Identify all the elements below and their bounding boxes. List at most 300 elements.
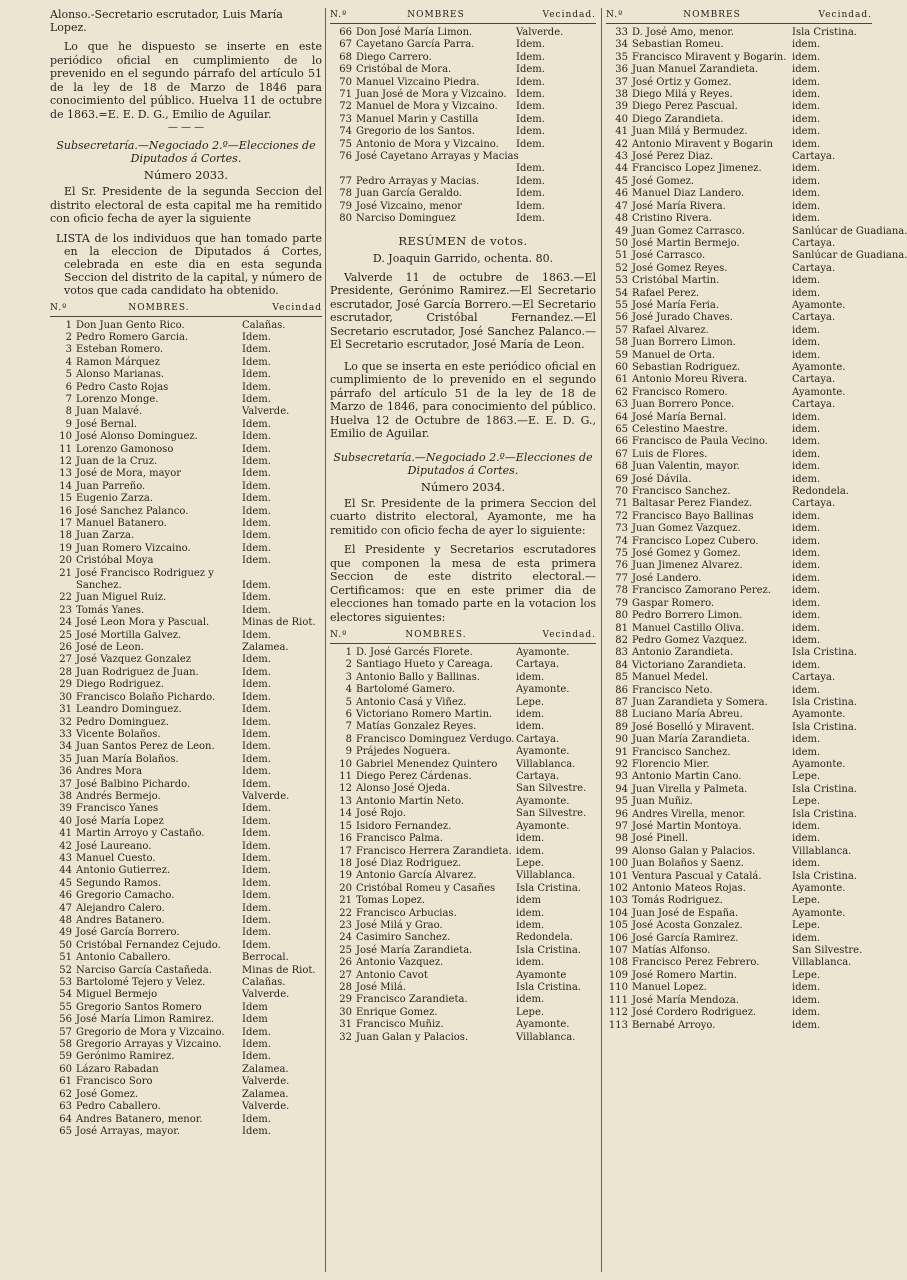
row-number: 40: [59, 815, 72, 827]
row-number: 5: [345, 696, 352, 708]
table-row: [330, 647, 596, 659]
row-number: 80: [339, 213, 352, 225]
row-number: 43: [615, 151, 628, 163]
row-vecindad: Lepe.: [792, 771, 821, 783]
row-name: Andrés Bermejo.: [76, 790, 161, 802]
row-name: José Francisco Rodriguez y: [76, 567, 214, 579]
row-name: José Pinell.: [632, 833, 689, 845]
table-row: [50, 692, 322, 704]
row-number: 42: [59, 840, 72, 852]
table-row: [330, 932, 596, 944]
row-number: 78: [339, 188, 352, 200]
document-number: Número 2033.: [143, 168, 229, 182]
row-number: 40: [615, 113, 628, 125]
row-vecindad: Cartaya.: [792, 312, 836, 324]
row-vecindad: San Silvestre.: [516, 783, 587, 795]
row-vecindad: Zalamea.: [242, 642, 289, 654]
row-name: Juan María Bolaños.: [76, 753, 179, 765]
row-vecindad: Idem.: [242, 418, 271, 430]
table-row: [50, 754, 322, 766]
row-number: 2: [345, 659, 352, 671]
table-row: [50, 592, 322, 604]
table-row: [606, 312, 872, 324]
row-vecindad: idem.: [792, 610, 821, 622]
row-number: 62: [615, 386, 628, 398]
table-row: [606, 449, 872, 461]
row-number: 3: [345, 671, 352, 683]
row-vecindad: Idem.: [516, 64, 545, 76]
row-vecindad: idem.: [792, 175, 821, 187]
row-name: Segundo Ramos.: [76, 877, 162, 889]
row-number: 14: [339, 808, 352, 820]
row-number: 18: [59, 530, 72, 542]
row-name: Luis de Flores.: [632, 448, 708, 460]
table-row: [50, 555, 322, 567]
row-vecindad: idem.: [792, 337, 821, 349]
row-number: 2: [65, 331, 72, 343]
table-row: [50, 841, 322, 853]
table-row: [606, 908, 872, 920]
row-vecindad: Minas de Riot.: [242, 964, 316, 976]
table-row: [50, 791, 322, 803]
row-vecindad: Cartaya.: [792, 374, 836, 386]
summary-line: D. Joaquin Garrido, ochenta. 80.: [372, 251, 554, 265]
row-vecindad: idem.: [792, 89, 821, 101]
row-number: 107: [608, 945, 628, 957]
row-name: Antonio de Mora y Vizcaino.: [356, 138, 499, 150]
row-name: Antonio Cavot: [356, 969, 428, 981]
table-row: [606, 1020, 872, 1032]
row-name: Matías Alfonso.: [632, 945, 711, 957]
row-name: Victoriano Romero Martin.: [356, 709, 493, 721]
row-name: Juan Gomez Carrasco.: [632, 225, 745, 237]
row-vecindad: idem.: [792, 200, 821, 212]
row-name: Bernabé Arroyo.: [632, 1019, 716, 1031]
table-row: [606, 250, 907, 262]
row-number: 70: [339, 76, 352, 88]
table-row: [330, 746, 596, 758]
row-name: Juan José de España.: [632, 907, 739, 919]
row-name: Juan Virella y Palmeta.: [632, 783, 748, 795]
row-number: 54: [615, 287, 628, 299]
row-number: 22: [339, 907, 352, 919]
row-number: 33: [59, 728, 72, 740]
row-name: José Ortiz y Gomez.: [632, 76, 732, 88]
row-number: 89: [615, 721, 628, 733]
table-row: [606, 412, 872, 424]
row-vecindad: idem.: [792, 461, 821, 473]
row-number: 51: [615, 250, 628, 262]
row-number: 28: [59, 666, 72, 678]
row-name: Celestino Maestre.: [632, 424, 728, 435]
row-number: 25: [339, 944, 352, 956]
row-name: Luciano María Abreu.: [632, 709, 743, 721]
table-row: [606, 300, 872, 312]
table-row: [330, 176, 596, 188]
row-vecindad: Idem.: [516, 213, 545, 225]
table-row: [50, 382, 322, 394]
row-number: 10: [59, 431, 72, 443]
row-number: 71: [615, 498, 628, 510]
table-row: [50, 927, 322, 939]
row-name: Juan Romero Vizcaino.: [76, 542, 191, 554]
row-number: 30: [59, 691, 72, 703]
row-name: Antonio Martin Cano.: [632, 771, 742, 783]
row-vecindad: Lepe.: [792, 969, 821, 981]
row-number: 53: [615, 275, 628, 287]
row-number: 66: [339, 27, 352, 38]
row-vecindad: Idem.: [516, 175, 545, 187]
row-number: 66: [615, 436, 628, 448]
row-name: José Dávila.: [632, 473, 692, 485]
document-number: Número 2034.: [420, 479, 506, 494]
row-number: 28: [339, 981, 352, 993]
row-number: 73: [615, 523, 628, 535]
row-vecindad: Idem.: [242, 431, 271, 443]
row-vecindad: idem.: [516, 907, 545, 919]
row-number: [330, 163, 356, 175]
row-name: José Romero Martin.: [632, 969, 738, 981]
row-vecindad: idem.: [792, 548, 821, 560]
row-number: 27: [59, 654, 72, 666]
signatures-paragraph: Valverde 11 de octubre de 1863.—El Presidente, Gerónimo Ramirez.—El Secretario escrutador, José García Borrero.—El Secretario escrutador, Cristóbal Fernandez.—El Secretario escrutador, José Sanchez Palanco.—El Secretario escrutador, José María de Leon.: [330, 270, 596, 351]
row-name: José Arrayas, mayor.: [76, 1125, 181, 1137]
row-vecindad: Ayamonte.: [516, 820, 570, 832]
table-row: [50, 1002, 322, 1014]
row-name: José de Leon.: [76, 642, 144, 654]
row-name: Lázaro Rabadan: [76, 1063, 159, 1075]
row-number: 7: [345, 721, 352, 733]
row-name: José María Limon Ramirez.: [76, 1014, 215, 1026]
table-row: [330, 101, 596, 113]
row-vecindad: Idem.: [242, 654, 271, 666]
row-name: Andres Batanero, menor.: [76, 1113, 203, 1125]
table-row: [50, 518, 322, 530]
row-name: [356, 163, 516, 175]
table-row: [330, 39, 596, 51]
summary-title: RESÚMEN de votos.: [398, 233, 528, 248]
row-name: Juan Borrero Limon.: [632, 337, 736, 349]
row-number: 51: [59, 952, 72, 964]
row-vecindad: Idem.: [242, 542, 271, 554]
row-vecindad: idem: [516, 895, 541, 907]
row-number: 45: [59, 877, 72, 889]
row-number: 64: [59, 1113, 72, 1125]
row-vecindad: Idem.: [242, 679, 271, 691]
row-vecindad: Ayamonte.: [792, 883, 846, 895]
row-number: 93: [615, 771, 628, 783]
table-row: [50, 915, 322, 927]
row-name: Alejandro Calero.: [76, 902, 165, 914]
table-row: [50, 828, 322, 840]
row-name: Pedro Borrero Limon.: [632, 610, 743, 622]
row-number: 69: [339, 64, 352, 76]
table-row: [606, 647, 872, 659]
row-name: Gregorio Camacho.: [76, 890, 175, 902]
row-name: Cristóbal Romeu y Casañes: [356, 882, 496, 894]
row-number: 45: [615, 175, 628, 187]
table-row: [50, 940, 322, 952]
row-number: 92: [615, 758, 628, 770]
row-vecindad: Cartaya.: [792, 672, 836, 684]
table-row: [606, 871, 872, 883]
table-row: [606, 623, 872, 635]
row-number: 75: [339, 138, 352, 150]
table-row: [606, 126, 872, 138]
row-name: José Gomez Reyes.: [632, 262, 728, 274]
row-vecindad: Idem.: [242, 927, 271, 939]
table-row: [50, 481, 322, 493]
row-vecindad: Idem.: [242, 580, 271, 592]
row-number: 18: [339, 857, 352, 869]
table-header: [330, 8, 596, 24]
table-row: [50, 654, 322, 666]
row-name: Gregorio Arrayas y Vizcaino.: [76, 1039, 222, 1051]
table-row: [330, 870, 596, 882]
table-row: [50, 865, 322, 877]
row-vecindad: Idem: [242, 1001, 268, 1013]
table-row: [606, 883, 872, 895]
table-row: [50, 568, 322, 580]
table-row: [330, 858, 596, 870]
row-vecindad: Idem.: [242, 604, 271, 616]
table-row: [50, 357, 322, 369]
row-name: Gerónimo Ramirez.: [76, 1051, 175, 1063]
row-vecindad: idem.: [792, 597, 821, 609]
row-vecindad: Idem.: [242, 530, 271, 542]
row-vecindad: Idem: [242, 1014, 268, 1026]
row-number: 14: [59, 480, 72, 492]
row-number: 42: [615, 138, 628, 150]
row-number: 22: [59, 592, 72, 604]
row-number: 110: [608, 982, 628, 994]
row-name: Francisco Yanes: [76, 803, 159, 815]
row-vecindad: Idem.: [516, 39, 545, 51]
row-name: Francisco Palma.: [356, 833, 443, 845]
table-row: [606, 809, 872, 821]
row-number: 84: [615, 659, 628, 671]
table-row: [330, 982, 596, 994]
row-name: Cristóbal Fernandez Cejudo.: [76, 939, 221, 951]
row-vecindad: idem.: [792, 76, 821, 88]
table-row: [330, 126, 596, 138]
row-vecindad: idem.: [792, 510, 821, 522]
row-vecindad: idem.: [792, 523, 821, 535]
row-number: 5: [65, 369, 72, 381]
table-row: [606, 337, 872, 349]
row-number: 81: [615, 622, 628, 634]
row-number: 55: [615, 299, 628, 311]
table-row: [606, 970, 872, 982]
row-vecindad: Ayamonte.: [516, 746, 570, 758]
row-name: Ramon Márquez: [76, 356, 160, 368]
row-name: Manuel de Orta.: [632, 349, 716, 361]
row-name: Manuel Castillo Oliva.: [632, 622, 745, 634]
body-paragraph: El Sr. Presidente de la primera Seccion del cuarto distrito electoral, Ayamonte, me ha remitido con oficio fecha de ayer lo siguiente:: [330, 496, 596, 537]
row-vecindad: Lepe.: [792, 895, 821, 907]
row-number: 65: [615, 424, 628, 435]
row-name: José Gomez.: [76, 1088, 139, 1100]
table-row: [50, 704, 322, 716]
row-vecindad: Redondela.: [516, 932, 573, 944]
row-number: 21: [339, 895, 352, 907]
row-name: Antonio Ballo y Ballinas.: [356, 671, 480, 683]
row-number: 54: [59, 989, 72, 1001]
header-names: NOMBRES.: [128, 302, 190, 313]
table-row: [330, 114, 596, 126]
table-row: [606, 598, 872, 610]
row-vecindad: idem.: [792, 994, 821, 1006]
row-number: 63: [59, 1101, 72, 1113]
row-number: 6: [345, 709, 352, 721]
row-vecindad: idem.: [792, 126, 821, 138]
row-vecindad: Idem.: [516, 76, 545, 88]
table-row: [606, 585, 872, 597]
table-row: [50, 816, 322, 828]
row-vecindad: Idem.: [516, 113, 545, 125]
row-vecindad: idem.: [792, 833, 821, 845]
row-vecindad: Idem.: [242, 592, 271, 604]
row-name: Diego Carrero.: [356, 51, 432, 63]
row-number: 15: [339, 820, 352, 832]
row-name: Esteban Romero.: [76, 344, 164, 356]
row-number: 49: [59, 927, 72, 939]
table-row: [606, 548, 872, 560]
row-name: Francisco de Paula Vecino.: [632, 436, 768, 448]
row-name: Prájedes Noguera.: [356, 746, 451, 758]
table-row: [606, 350, 872, 362]
row-vecindad: Idem.: [242, 1039, 271, 1051]
table-row: [50, 766, 322, 778]
row-name: Tomás Yanes.: [76, 604, 145, 616]
row-vecindad: Idem.: [242, 455, 271, 467]
row-number: 71: [339, 89, 352, 101]
row-name: Francisco Bayo Ballinas: [632, 510, 754, 522]
row-name: Francisco Lopez Cubero.: [632, 535, 759, 547]
row-name: Don Juan Gento Rico.: [76, 319, 185, 331]
row-name: Francisco Sanchez.: [632, 486, 731, 498]
row-number: 77: [615, 572, 628, 584]
row-number: 72: [615, 510, 628, 522]
table-row: [606, 275, 872, 287]
row-name: Diego Perez Cárdenas.: [356, 771, 472, 783]
row-vecindad: Calañas.: [242, 319, 286, 331]
row-name: Leandro Dominguez.: [76, 704, 182, 716]
row-vecindad: Calañas.: [242, 977, 286, 989]
table-row: [50, 878, 322, 890]
row-vecindad: Idem.: [242, 493, 271, 505]
table-row: [606, 796, 872, 808]
table-row: [606, 933, 872, 945]
row-vecindad: Idem.: [242, 840, 271, 852]
row-number: 29: [339, 994, 352, 1006]
row-name: Pedro Caballero.: [76, 1101, 161, 1113]
table-row: [606, 672, 872, 684]
row-name: Antonio Caballero.: [76, 952, 171, 964]
row-number: 31: [339, 1019, 352, 1031]
row-name: Santiago Hueto y Careaga.: [356, 659, 493, 671]
row-name: Gregorio de los Santos.: [356, 126, 475, 138]
table-row: [50, 989, 322, 1001]
row-vecindad: idem.: [516, 919, 545, 931]
table-row: [50, 419, 322, 431]
row-vecindad: Isla Cristina.: [516, 944, 581, 956]
row-name: Pedro Arrayas y Macias.: [356, 175, 480, 187]
row-number: 47: [615, 200, 628, 212]
table-row: [50, 1089, 322, 1101]
table-row: [606, 486, 872, 498]
row-vecindad: Cartaya.: [516, 659, 560, 671]
row-number: 35: [615, 51, 628, 63]
row-number: 74: [615, 535, 628, 547]
row-name: Narciso García Castañeda.: [76, 964, 212, 976]
row-vecindad: idem.: [792, 101, 821, 113]
table-row: [50, 456, 322, 468]
table-row: [606, 1007, 872, 1019]
row-name: José Mortilla Galvez.: [76, 629, 182, 641]
row-number: 9: [65, 418, 72, 430]
row-vecindad: Lepe.: [792, 920, 821, 932]
table-row: [50, 642, 322, 654]
row-vecindad: Isla Cristina.: [792, 783, 857, 795]
row-name: Lorenzo Monge.: [76, 393, 159, 405]
table-row: [50, 952, 322, 964]
row-number: 63: [615, 399, 628, 411]
row-name: Francisco Perez Febrero.: [632, 957, 760, 969]
section-heading: Subsecretaría.—Negociado 2.º—Elecciones de Diputados á Cortes.: [333, 450, 593, 477]
row-name: Diego Perez Pascual.: [632, 101, 738, 113]
row-number: 33: [615, 27, 628, 38]
row-name: Juan Manuel Zarandieta.: [632, 64, 759, 76]
row-name: Francisco Zamorano Perez.: [632, 585, 771, 597]
row-vecindad: Idem.: [516, 163, 545, 175]
row-number: 37: [615, 76, 628, 88]
row-name: Miguel Bermejo: [76, 989, 158, 1001]
table-row: [606, 498, 872, 510]
table-row: [606, 27, 872, 39]
row-number: 7: [65, 393, 72, 405]
column-1: [50, 8, 322, 1272]
row-number: 85: [615, 672, 628, 684]
row-number: 24: [59, 617, 72, 629]
row-number: 64: [615, 411, 628, 423]
row-vecindad: Idem.: [242, 1113, 271, 1125]
row-vecindad: Valverde.: [242, 989, 290, 1001]
table-row: [606, 399, 872, 411]
row-number: 46: [59, 890, 72, 902]
table-row: [606, 957, 872, 969]
row-number: 39: [615, 101, 628, 113]
row-vecindad: Isla Cristina.: [792, 647, 857, 659]
row-name: José Landero.: [632, 572, 702, 584]
table-row: [50, 667, 322, 679]
row-vecindad: Idem.: [516, 138, 545, 150]
row-name: Enrique Gomez.: [356, 1006, 438, 1018]
row-vecindad: Villablanca.: [792, 957, 852, 969]
row-name: José Alonso Dominguez.: [76, 431, 198, 443]
table-row: [330, 52, 596, 64]
row-number: 59: [615, 349, 628, 361]
row-name: Gaspar Romero.: [632, 597, 715, 609]
row-name: José María Rivera.: [632, 200, 726, 212]
table-row: [330, 201, 596, 213]
table-row: [330, 77, 596, 89]
row-name: Andres Batanero.: [76, 915, 165, 926]
row-name: José María Bernal.: [632, 411, 727, 423]
row-name: Alonso Marianas.: [76, 369, 165, 381]
row-vecindad: Isla Cristina.: [792, 808, 857, 820]
row-number: 67: [339, 39, 352, 51]
